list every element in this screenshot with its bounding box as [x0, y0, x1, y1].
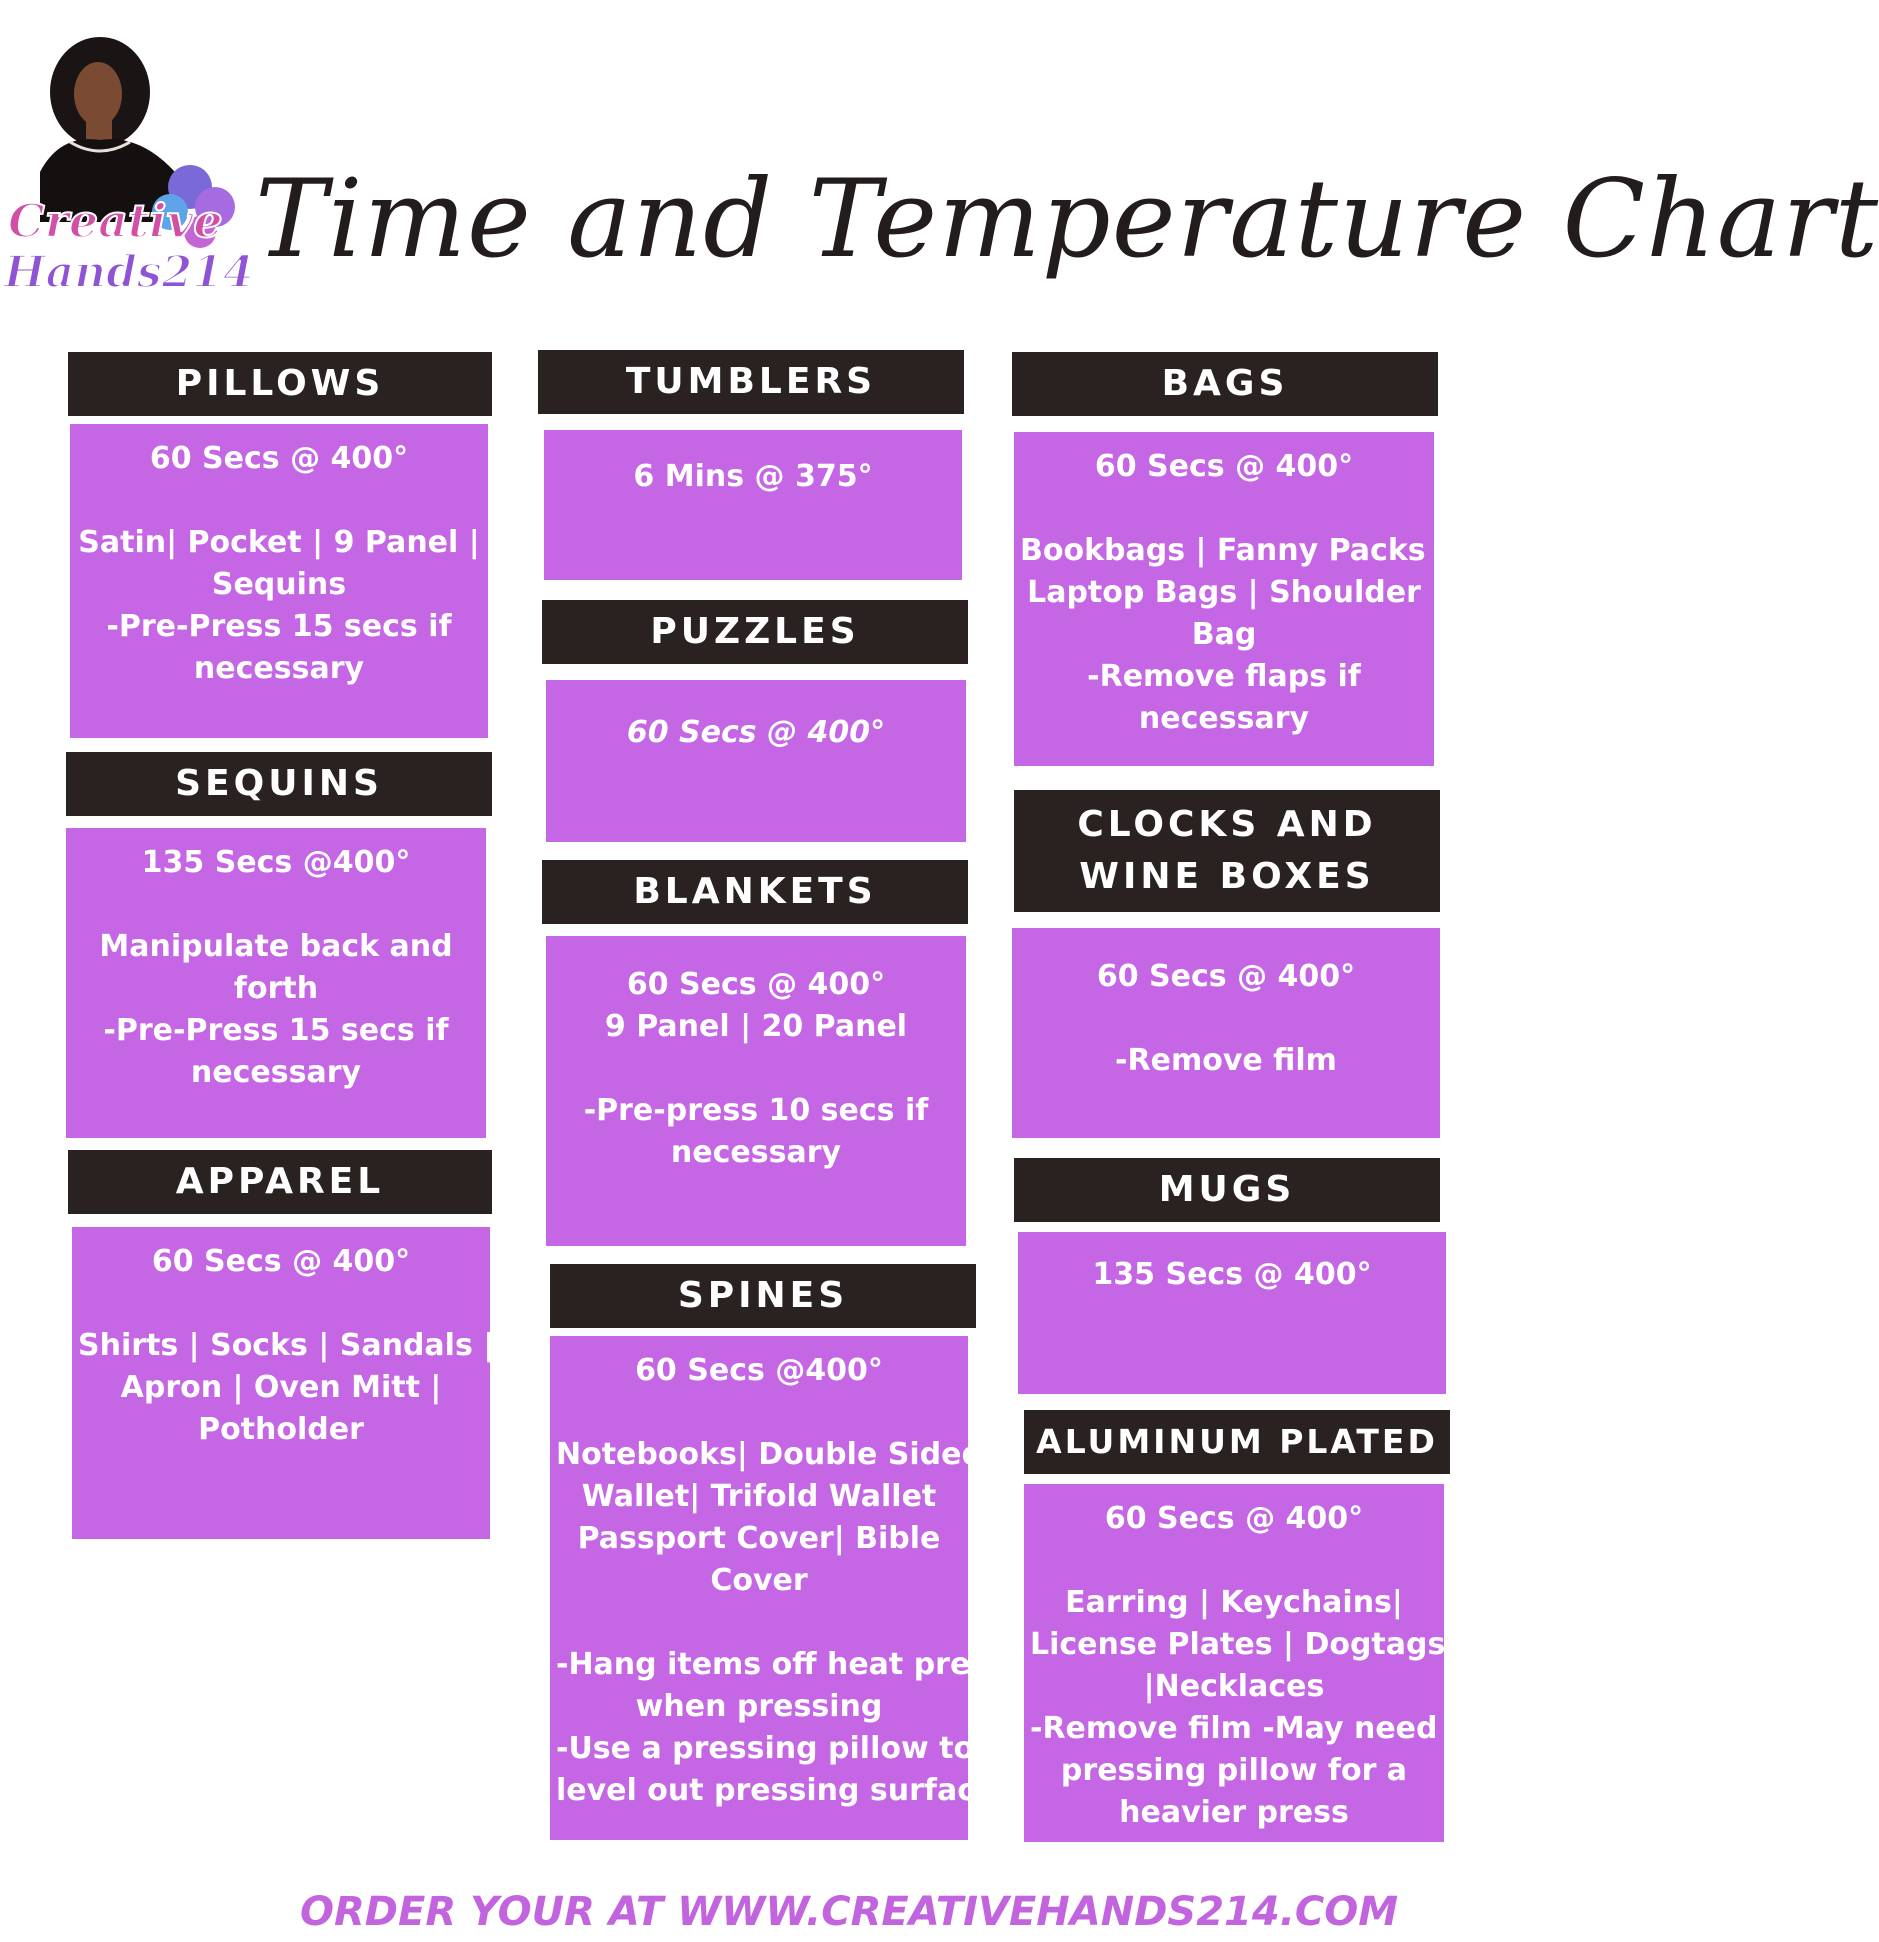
section-line	[1030, 1540, 1438, 1582]
section-line: 60 Secs @ 400°	[1094, 449, 1354, 484]
section-line: 6 Mins @ 375°	[633, 459, 873, 494]
section-box-mugs	[1018, 1232, 1446, 1394]
section-line: 60 Secs @ 400°	[1096, 959, 1356, 994]
section-line: |Necklaces	[1143, 1669, 1325, 1704]
logo-text-line2: Hands214	[4, 247, 254, 298]
section-line: -Remove film	[1115, 1043, 1337, 1078]
section-box-puzzles	[546, 680, 966, 842]
section-line: level out pressing surface	[556, 1773, 996, 1808]
section-title: SEQUINS	[175, 763, 383, 804]
section-line: necessary	[193, 651, 365, 686]
section-box-spines	[550, 1336, 1007, 1840]
section-line: Shirts | Socks | Sandals |	[78, 1328, 495, 1363]
footer-order-text: ORDER YOUR AT WWW.CREATIVEHANDS214.COM	[300, 1889, 1399, 1935]
section-line: Satin| Pocket | 9 Panel |	[78, 525, 480, 560]
section-header-apparel	[68, 1150, 492, 1214]
section-line: necessary	[190, 1055, 362, 1090]
section-title: ALUMINUM PLATED	[1036, 1422, 1438, 1461]
section-header-tumblers	[538, 350, 964, 414]
section-line	[76, 480, 482, 522]
section-header-clocks	[1014, 790, 1440, 912]
page-title: Time and Temperature Chart	[255, 157, 1879, 282]
section-line: 60 Secs @ 400°	[149, 441, 409, 476]
section-line: Passport Cover| Bible	[577, 1521, 941, 1556]
section-title: MUGS	[1158, 1169, 1296, 1210]
section-line: 60 Secs @ 400°	[626, 967, 886, 1002]
section-line: Sequins	[211, 567, 347, 602]
section-box-clocks	[1012, 928, 1440, 1138]
section-line	[556, 1602, 962, 1644]
section-line	[78, 1283, 484, 1325]
section-line: Bookbags | Fanny Packs |	[1020, 533, 1448, 568]
section-line	[556, 1392, 962, 1434]
section-title: BAGS	[1161, 363, 1289, 404]
section-line	[552, 1048, 960, 1090]
section-line: -Use a pressing pillow to	[556, 1731, 975, 1766]
section-line: when pressing	[635, 1689, 883, 1724]
section-line: Apron | Oven Mitt |	[120, 1370, 442, 1405]
logo-text-line1: Creative	[8, 194, 223, 248]
section-header-puzzles	[542, 600, 968, 664]
section-line	[1020, 488, 1428, 530]
section-line: -Pre-Press 15 secs if	[103, 1013, 449, 1048]
section-line: -Pre-press 10 secs if	[583, 1093, 929, 1128]
section-line: Manipulate back and	[99, 929, 453, 964]
section-line: heavier press	[1119, 1795, 1349, 1830]
section-line: Wallet| Trifold Wallet	[581, 1479, 937, 1514]
section-line: 9 Panel | 20 Panel	[604, 1009, 908, 1044]
brand-logo	[0, 22, 254, 312]
section-line: 60 Secs @ 400°	[1104, 1501, 1364, 1536]
section-line: necessary	[670, 1135, 842, 1170]
section-header-aluminum	[1024, 1410, 1450, 1474]
section-header-mugs	[1014, 1158, 1440, 1222]
section-line	[72, 884, 480, 926]
section-box-pillows	[70, 424, 488, 738]
section-box-blankets	[546, 936, 966, 1246]
section-line: -Hang items off heat press	[556, 1647, 1007, 1682]
section-header-sequins	[66, 752, 492, 816]
section-header-bags	[1012, 352, 1438, 416]
section-line: -Pre-Press 15 secs if	[106, 609, 452, 644]
section-box-aluminum	[1024, 1484, 1469, 1842]
section-title-line2: WINE BOXES	[1079, 856, 1375, 897]
section-header-pillows	[68, 352, 492, 416]
section-line: necessary	[1138, 701, 1310, 736]
section-title: BLANKETS	[633, 871, 877, 912]
section-title-line1: CLOCKS AND	[1077, 804, 1377, 845]
section-line: License Plates | Dogtags	[1030, 1627, 1446, 1662]
section-box-tumblers	[544, 430, 962, 580]
section-line: 60 Secs @ 400°	[626, 715, 886, 750]
section-line: 135 Secs @400°	[141, 845, 411, 880]
section-line: Bag	[1191, 617, 1257, 652]
section-line: -Remove film -May need a	[1030, 1711, 1469, 1746]
section-line: Cover	[710, 1563, 808, 1598]
section-line: 60 Secs @400°	[635, 1353, 883, 1388]
section-title: PUZZLES	[650, 611, 860, 652]
section-line: forth	[233, 971, 319, 1006]
section-title: PILLOWS	[175, 363, 385, 404]
section-line: pressing pillow for a	[1060, 1753, 1408, 1788]
section-line: 60 Secs @ 400°	[151, 1244, 411, 1279]
section-title: APPAREL	[175, 1161, 385, 1202]
section-line: Earring | Keychains|	[1065, 1585, 1403, 1620]
section-header-spines	[550, 1264, 976, 1328]
section-header-blankets	[542, 860, 968, 924]
section-line	[1018, 998, 1434, 1040]
section-title: SPINES	[677, 1275, 849, 1316]
section-line: Notebooks| Double Sided	[556, 1437, 983, 1472]
section-line: Potholder	[198, 1412, 364, 1447]
section-title: TUMBLERS	[625, 361, 877, 402]
section-line: Laptop Bags | Shoulder	[1027, 575, 1421, 610]
section-line: 135 Secs @ 400°	[1092, 1257, 1372, 1292]
section-box-apparel	[72, 1227, 495, 1539]
section-line: -Remove flaps if	[1087, 659, 1361, 694]
section-box-sequins	[66, 828, 486, 1138]
section-box-bags	[1014, 432, 1448, 766]
